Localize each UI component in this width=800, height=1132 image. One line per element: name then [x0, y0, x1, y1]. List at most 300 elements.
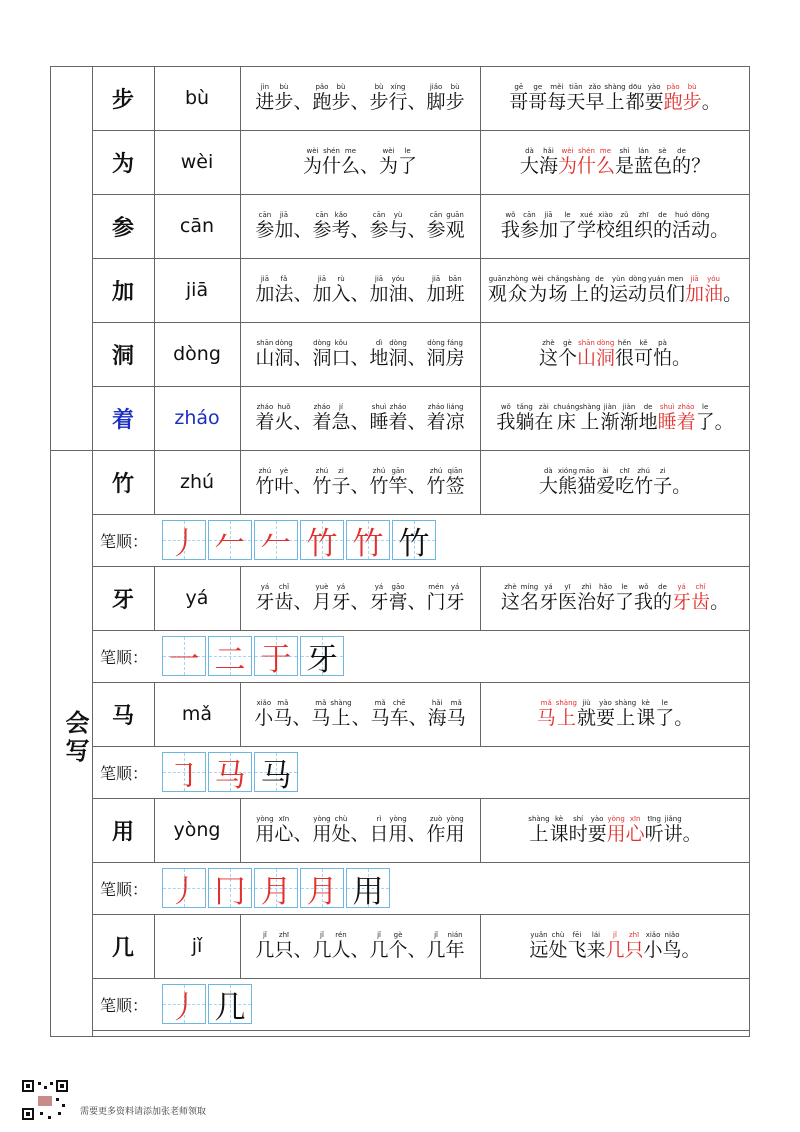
- target-character: 加: [111, 278, 134, 305]
- character-pinyin: mǎ: [181, 703, 213, 725]
- ruby-hanzi: 油: [704, 283, 724, 305]
- ruby-pinyin: shàng: [330, 699, 352, 707]
- ruby-pinyin: shàng: [604, 83, 626, 91]
- ruby-pinyin: zháo: [677, 403, 695, 411]
- tian-grid-box: [162, 636, 206, 676]
- ruby-pinyin: rén: [335, 931, 347, 939]
- ruby-pinyin: dòng: [275, 339, 293, 347]
- ruby-hanzi: 参: [519, 219, 539, 241]
- ruby-hanzi: 上: [529, 823, 549, 845]
- ruby-pinyin: men: [667, 275, 684, 283]
- grid-line: [92, 630, 750, 631]
- ruby-pinyin: yòng: [389, 815, 407, 823]
- ruby-hanzi: 地: [369, 347, 389, 369]
- ruby-char: [682, 939, 701, 961]
- ruby-pinyin: le: [621, 583, 628, 591]
- footer: [20, 1078, 420, 1122]
- ruby-pinyin: mén: [428, 583, 444, 591]
- ruby-hanzi: 观: [487, 283, 507, 305]
- target-character: 参: [111, 214, 134, 241]
- ruby-hanzi: 怕: [653, 347, 673, 369]
- ruby-pinyin: mǎ: [374, 699, 386, 707]
- ruby-pinyin: shàng: [615, 699, 637, 707]
- ruby-hanzi: 月: [312, 591, 332, 613]
- ruby-hanzi: 众: [508, 283, 528, 305]
- ruby-hanzi: 学: [576, 219, 596, 241]
- ruby-char: [370, 403, 389, 433]
- ruby-char: [604, 83, 625, 113]
- ruby-hanzi: 、: [293, 823, 313, 845]
- ruby-pinyin: gāo: [391, 583, 405, 591]
- character-pinyin: bù: [184, 87, 210, 109]
- ruby-pinyin: mǎ: [540, 699, 552, 707]
- ruby-hanzi: 、: [293, 283, 313, 305]
- grid-line: [240, 566, 241, 630]
- ruby-pinyin: de: [658, 583, 667, 591]
- ruby-hanzi: 为: [528, 283, 548, 305]
- ruby-pinyin: cān: [258, 211, 272, 219]
- ruby-pinyin: huó: [674, 211, 689, 219]
- ruby-pinyin: zhú: [372, 467, 386, 475]
- ruby-char: [389, 211, 408, 241]
- ruby-hanzi: 为: [557, 155, 577, 177]
- ruby-hanzi: 飞: [567, 939, 587, 961]
- grid-line: [92, 514, 750, 515]
- ruby-char: [255, 211, 274, 241]
- word-list: [240, 386, 480, 450]
- ruby-hanzi: 马: [273, 707, 293, 729]
- grid-line: [154, 386, 155, 450]
- ruby-pinyin: chǐ: [278, 583, 290, 591]
- stroke-step: 丿: [168, 525, 200, 562]
- ruby-pinyin: zháo: [256, 403, 274, 411]
- tian-grid-box: [162, 752, 206, 792]
- ruby-char: [331, 83, 350, 113]
- ruby-pinyin: jǐ: [434, 931, 438, 939]
- ruby-hanzi: 。: [674, 707, 694, 729]
- ruby-pinyin: cān: [315, 211, 329, 219]
- ruby-pinyin: jiǎng: [664, 815, 682, 823]
- ruby-pinyin: bù: [374, 83, 384, 91]
- grid-line: [480, 130, 481, 194]
- ruby-char: [370, 583, 389, 613]
- tian-grid-box: [300, 636, 344, 676]
- ruby-pinyin: dà: [543, 467, 553, 475]
- grid-line: [240, 66, 241, 130]
- ruby-pinyin: wǒ: [505, 211, 516, 219]
- ruby-pinyin: yī: [564, 583, 571, 591]
- ruby-hanzi: 处: [548, 939, 568, 961]
- ruby-hanzi: 竹: [369, 475, 389, 497]
- ruby-pinyin: jí: [339, 403, 343, 411]
- ruby-pinyin: wǒ: [638, 583, 649, 591]
- word-separator: [408, 283, 427, 305]
- ruby-char: [547, 83, 566, 113]
- grid-line: [480, 258, 481, 322]
- ruby-hanzi: 都: [625, 91, 645, 113]
- ruby-hanzi: 课: [636, 707, 656, 729]
- ruby-char: [596, 583, 615, 613]
- ruby-pinyin: yóu: [391, 275, 405, 283]
- ruby-hanzi: 、: [407, 91, 427, 113]
- ruby-hanzi: 吃: [615, 475, 635, 497]
- ruby-hanzi: 动: [627, 283, 647, 305]
- ruby-pinyin: hǎi: [543, 147, 554, 155]
- ruby-pinyin: guān: [446, 211, 464, 219]
- tian-grid-box: [300, 868, 344, 908]
- ruby-char: [558, 211, 577, 241]
- ruby-hanzi: 几: [255, 939, 275, 961]
- ruby-hanzi: 马: [370, 707, 390, 729]
- tian-grid-box: [254, 752, 298, 792]
- ruby-char: [644, 931, 663, 961]
- ruby-char: [607, 815, 626, 845]
- ruby-char: [255, 931, 274, 961]
- ruby-pinyin: jiā: [690, 275, 699, 283]
- stroke-step: 竹: [352, 525, 384, 562]
- ruby-char: [446, 403, 465, 433]
- ruby-pinyin: kě: [639, 339, 648, 347]
- ruby-hanzi: 用: [312, 823, 332, 845]
- ruby-char: [605, 931, 624, 961]
- ruby-hanzi: 只: [624, 939, 644, 961]
- grid-line: [92, 746, 750, 747]
- ruby-pinyin: zháo: [427, 403, 445, 411]
- example-sentence: [480, 258, 750, 322]
- word-list: [240, 322, 480, 386]
- ruby-pinyin: jiù: [582, 699, 591, 707]
- word-separator: [408, 347, 427, 369]
- ruby-hanzi: 加: [426, 283, 446, 305]
- ruby-hanzi: 子: [653, 475, 673, 497]
- ruby-char: [428, 699, 447, 729]
- ruby-pinyin: nián: [447, 931, 463, 939]
- ruby-char: [645, 815, 664, 845]
- ruby-hanzi: 只: [274, 939, 294, 961]
- ruby-pinyin: xīn: [278, 815, 290, 823]
- ruby-pinyin: kǎo: [334, 211, 348, 219]
- ruby-pinyin: jiǎo: [429, 83, 443, 91]
- word-separator: [350, 939, 369, 961]
- ruby-hanzi: 要: [587, 823, 607, 845]
- ruby-hanzi: 法: [274, 283, 294, 305]
- ruby-pinyin: zhú: [429, 467, 443, 475]
- ruby-hanzi: 、: [350, 347, 370, 369]
- ruby-hanzi: 了: [398, 155, 418, 177]
- word-separator: [409, 707, 428, 729]
- ruby-char: [653, 339, 672, 369]
- ruby-char: [539, 211, 558, 241]
- ruby-char: [370, 931, 389, 961]
- ruby-hanzi: 蓝: [634, 155, 654, 177]
- ruby-char: [370, 815, 389, 845]
- word-separator: [408, 823, 427, 845]
- ruby-hanzi: 渐: [619, 411, 639, 433]
- ruby-hanzi: 加: [274, 219, 294, 241]
- ruby-pinyin: yào: [599, 699, 612, 707]
- ruby-hanzi: 洞: [388, 347, 408, 369]
- ruby-pinyin: bù: [450, 83, 460, 91]
- ruby-char: [312, 931, 331, 961]
- ruby-hanzi: 参: [426, 219, 446, 241]
- ruby-pinyin: sè: [658, 147, 667, 155]
- stroke-step: 丿: [168, 989, 200, 1026]
- ruby-hanzi: 为: [302, 155, 322, 177]
- ruby-hanzi: 牙: [445, 591, 465, 613]
- ruby-char: [672, 475, 691, 497]
- ruby-hanzi: 处: [331, 823, 351, 845]
- ruby-hanzi: 着: [312, 411, 332, 433]
- ruby-pinyin: yá: [677, 583, 686, 591]
- ruby-hanzi: 校: [595, 219, 615, 241]
- ruby-hanzi: 洞: [426, 347, 446, 369]
- ruby-pinyin: xīn: [629, 815, 641, 823]
- ruby-hanzi: 、: [293, 939, 313, 961]
- ruby-hanzi: 用: [255, 823, 275, 845]
- ruby-char: [634, 147, 653, 177]
- ruby-char: [274, 211, 293, 241]
- ruby-hanzi: 猫: [577, 475, 597, 497]
- example-sentence: [480, 66, 750, 130]
- ruby-hanzi: 熊: [557, 475, 577, 497]
- grid-line: [240, 322, 241, 386]
- ruby-pinyin: fáng: [447, 339, 463, 347]
- word-separator: [360, 155, 379, 177]
- tian-grid-box: [208, 636, 252, 676]
- ruby-pinyin: jǐ: [613, 931, 617, 939]
- ruby-hanzi: 着: [426, 411, 446, 433]
- character-pinyin: zháo: [174, 407, 220, 429]
- character-pinyin: jiā: [185, 279, 209, 301]
- ruby-pinyin: yá: [450, 583, 460, 591]
- ruby-hanzi: 活: [672, 219, 692, 241]
- ruby-hanzi: 每: [547, 91, 567, 113]
- ruby-pinyin: hǎo: [598, 583, 612, 591]
- ruby-pinyin: chǎng: [547, 275, 569, 283]
- ruby-char: [625, 931, 644, 961]
- ruby-char: [569, 275, 590, 305]
- ruby-char: [634, 339, 653, 369]
- ruby-pinyin: ài: [602, 467, 609, 475]
- character-pinyin: cān: [179, 215, 215, 237]
- ruby-hanzi: 我: [634, 591, 654, 613]
- ruby-hanzi: 海: [427, 707, 447, 729]
- ruby-pinyin: yù: [393, 211, 403, 219]
- ruby-pinyin: bān: [448, 275, 462, 283]
- ruby-hanzi: 讲: [663, 823, 683, 845]
- ruby-char: [371, 699, 390, 729]
- ruby-char: [427, 83, 446, 113]
- ruby-char: [446, 339, 465, 369]
- ruby-char: [620, 403, 639, 433]
- ruby-char: [586, 931, 605, 961]
- ruby-hanzi: 心: [274, 823, 294, 845]
- ruby-char: [312, 211, 331, 241]
- ruby-pinyin: zhú: [315, 467, 329, 475]
- ruby-char: [655, 699, 674, 729]
- ruby-char: [389, 403, 408, 433]
- tian-grid-box: [208, 520, 252, 560]
- ruby-hanzi: 大: [538, 475, 558, 497]
- ruby-pinyin: yòng: [313, 815, 331, 823]
- ruby-pinyin: bù: [279, 83, 289, 91]
- ruby-hanzi: 马: [536, 707, 556, 729]
- ruby-char: [331, 403, 350, 433]
- ruby-pinyin: wèi: [561, 147, 574, 155]
- ruby-hanzi: 、: [350, 591, 370, 613]
- ruby-hanzi: 织: [634, 219, 654, 241]
- ruby-pinyin: jiā: [279, 211, 289, 219]
- ruby-pinyin: yuǎn: [530, 931, 548, 939]
- ruby-pinyin: shuì: [371, 403, 387, 411]
- ruby-char: [389, 339, 408, 369]
- ruby-char: [274, 83, 293, 113]
- ruby-char: [427, 275, 446, 305]
- ruby-pinyin: shàng: [568, 275, 590, 283]
- ruby-char: [615, 339, 634, 369]
- grid-line: [154, 322, 155, 386]
- ruby-pinyin: gē: [514, 83, 524, 91]
- tian-grid-box: [346, 520, 390, 560]
- grid-line: [480, 194, 481, 258]
- section-label-writing: 会写: [61, 709, 90, 766]
- ruby-char: [255, 403, 274, 433]
- ruby-char: [577, 583, 596, 613]
- ruby-char: [585, 83, 604, 113]
- ruby-pinyin: yòng: [607, 815, 625, 823]
- word-separator: [350, 219, 369, 241]
- ruby-hanzi: ？: [691, 155, 711, 177]
- ruby-char: [626, 815, 645, 845]
- ruby-char: [446, 931, 465, 961]
- word-list-inner: [255, 275, 464, 305]
- ruby-pinyin: zháo: [313, 403, 331, 411]
- character-pinyin: jǐ: [191, 935, 203, 957]
- ruby-char: [579, 403, 600, 433]
- ruby-hanzi: 这: [538, 347, 558, 369]
- tian-grid-box: [254, 636, 298, 676]
- ruby-hanzi: 加: [255, 283, 275, 305]
- ruby-pinyin: tǎng: [516, 403, 533, 411]
- ruby-hanzi: 门: [426, 591, 446, 613]
- ruby-char: [691, 211, 710, 241]
- ruby-hanzi: 医: [557, 591, 577, 613]
- ruby-char: [389, 83, 408, 113]
- ruby-pinyin: fēi: [572, 931, 582, 939]
- ruby-pinyin: dōu: [628, 83, 642, 91]
- ruby-char: [398, 147, 417, 177]
- ruby-hanzi: 、: [350, 823, 370, 845]
- ruby-pinyin: zhī: [638, 211, 649, 219]
- ruby-hanzi: 叶: [274, 475, 294, 497]
- ruby-pinyin: ge: [533, 83, 543, 91]
- ruby-char: [691, 155, 710, 177]
- ruby-hanzi: 了: [695, 411, 715, 433]
- ruby-pinyin: lán: [638, 147, 649, 155]
- ruby-hanzi: 员: [647, 283, 667, 305]
- ruby-pinyin: māo: [578, 467, 595, 475]
- ruby-hanzi: 、: [293, 347, 313, 369]
- word-separator: [293, 91, 312, 113]
- ruby-hanzi: 好: [595, 591, 615, 613]
- grid-line: [240, 450, 241, 514]
- ruby-pinyin: dòng: [596, 339, 615, 347]
- ruby-char: [331, 211, 350, 241]
- ruby-hanzi: 的: [672, 155, 692, 177]
- stroke-step: 马: [260, 757, 292, 794]
- ruby-hanzi: 渐: [600, 411, 620, 433]
- ruby-char: [547, 275, 568, 305]
- ruby-char: [370, 211, 389, 241]
- example-sentence-inner: [496, 403, 733, 433]
- footer-text: 需要更多资料请添加张老师领取: [80, 1107, 207, 1117]
- word-separator: [350, 591, 369, 613]
- ruby-char: [311, 699, 330, 729]
- example-sentence: [480, 914, 750, 978]
- grid-line: [480, 798, 481, 862]
- ruby-hanzi: 。: [714, 411, 734, 433]
- ruby-char: [634, 583, 653, 613]
- ruby-hanzi: 是: [615, 155, 635, 177]
- word-separator: [408, 591, 427, 613]
- ruby-pinyin: me: [599, 147, 612, 155]
- ruby-pinyin: xué: [580, 211, 593, 219]
- ruby-char: [577, 699, 596, 729]
- ruby-char: [528, 83, 547, 113]
- ruby-hanzi: 什: [576, 155, 596, 177]
- ruby-hanzi: 床: [556, 411, 576, 433]
- ruby-hanzi: 。: [701, 91, 721, 113]
- ruby-char: [666, 275, 685, 305]
- ruby-pinyin: yá: [374, 583, 384, 591]
- ruby-char: [274, 583, 293, 613]
- ruby-hanzi: 行: [388, 91, 408, 113]
- character-pinyin: wèi: [180, 151, 214, 173]
- ruby-hanzi: 步: [445, 91, 465, 113]
- ruby-char: [446, 211, 465, 241]
- ruby-hanzi: 牙: [255, 591, 275, 613]
- ruby-pinyin: zi: [338, 467, 344, 475]
- example-sentence-inner: [509, 83, 720, 113]
- ruby-hanzi: 、: [293, 91, 313, 113]
- ruby-pinyin: chē: [392, 699, 406, 707]
- ruby-char: [558, 339, 577, 369]
- ruby-pinyin: pǎo: [666, 83, 680, 91]
- ruby-char: [615, 147, 634, 177]
- ruby-char: [274, 931, 293, 961]
- ruby-char: [520, 583, 539, 613]
- grid-line: [154, 130, 155, 194]
- ruby-hanzi: 用: [606, 823, 626, 845]
- ruby-hanzi: 口: [331, 347, 351, 369]
- ruby-char: [658, 403, 677, 433]
- word-separator: [293, 219, 312, 241]
- ruby-hanzi: 远: [529, 939, 549, 961]
- ruby-char: [274, 339, 293, 369]
- ruby-pinyin: le: [702, 403, 709, 411]
- target-character: 步: [111, 86, 134, 113]
- ruby-char: [427, 403, 446, 433]
- ruby-pinyin: shān: [256, 339, 274, 347]
- word-list: [240, 566, 480, 630]
- ruby-char: [710, 591, 729, 613]
- ruby-hanzi: 齿: [691, 591, 711, 613]
- ruby-char: [601, 403, 620, 433]
- ruby-hanzi: 。: [710, 219, 730, 241]
- ruby-hanzi: 、: [350, 411, 370, 433]
- ruby-pinyin: niǎo: [664, 931, 680, 939]
- ruby-hanzi: 。: [682, 823, 702, 845]
